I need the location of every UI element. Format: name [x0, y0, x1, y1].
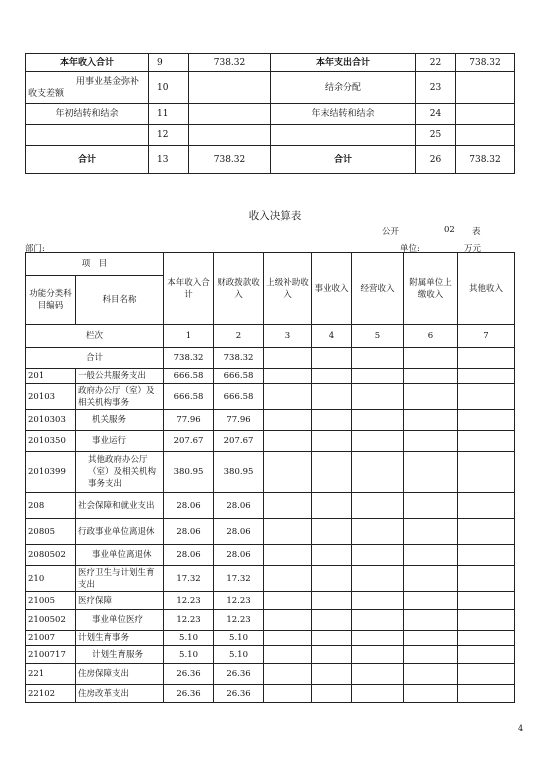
row-col-2: 26.36: [214, 664, 264, 685]
row-col-6: [404, 566, 458, 592]
row-col-4: [312, 545, 352, 566]
summary-row: [26, 72, 515, 104]
row-col-7: [458, 664, 515, 685]
row-name: 事业单位医疗: [76, 610, 164, 631]
row-col-1: 5.10: [164, 631, 214, 646]
row-col-5: [352, 452, 404, 493]
summary-right-line: 23: [416, 72, 456, 104]
row-col-6: [404, 631, 458, 646]
row-col-5: [352, 384, 404, 410]
row-col-1: 26.36: [164, 685, 214, 703]
table-row: [26, 685, 515, 703]
row-name: 医疗保障: [76, 592, 164, 610]
row-col-4: [312, 664, 352, 685]
row-col-3: [264, 452, 312, 493]
page-number: 4: [518, 724, 524, 733]
row-code: 2100717: [26, 646, 76, 664]
table-row: [26, 566, 515, 592]
summary-left-line: 10: [149, 72, 189, 104]
col-num-5: 5: [352, 325, 404, 348]
summary-left-value: 738.32: [189, 54, 271, 72]
row-col-6: [404, 384, 458, 410]
row-col-5: [352, 410, 404, 431]
total-col-3: [264, 348, 312, 369]
row-col-1: 12.23: [164, 592, 214, 610]
row-col-1: 28.06: [164, 519, 214, 545]
row-col-7: [458, 519, 515, 545]
department-label: 部门:: [25, 244, 45, 254]
row-col-1: 28.06: [164, 545, 214, 566]
table-row: [26, 410, 515, 431]
report-code-prefix: 公开: [382, 227, 400, 237]
row-name: 机关服务: [76, 410, 164, 431]
row-col-4: [312, 566, 352, 592]
row-col-7: [458, 493, 515, 519]
summary-right-line: 26: [416, 146, 456, 174]
col-header-4: 事业收入: [312, 253, 352, 325]
row-col-1: 12.23: [164, 610, 214, 631]
summary-left-value: [189, 72, 271, 104]
row-col-4: [312, 431, 352, 452]
col-header-7: 其他收入: [458, 253, 515, 325]
row-col-4: [312, 592, 352, 610]
row-code: 221: [26, 664, 76, 685]
table-row: [26, 631, 515, 646]
summary-left-line: 11: [149, 104, 189, 125]
row-col-2: 12.23: [214, 592, 264, 610]
table-row: [26, 664, 515, 685]
table-row: [26, 493, 515, 519]
row-col-2: 380.95: [214, 452, 264, 493]
row-name: 医疗卫生与计划生育支出: [76, 566, 164, 592]
summary-left-label: 用事业基金弥补收支差额: [26, 72, 149, 104]
row-col-2: 207.67: [214, 431, 264, 452]
row-code: 210: [26, 566, 76, 592]
row-name: 政府办公厅（室）及相关机构事务: [76, 384, 164, 410]
summary-left-line: 13: [149, 146, 189, 174]
row-col-1: 5.10: [164, 646, 214, 664]
row-code: 2010303: [26, 410, 76, 431]
row-col-2: 666.58: [214, 369, 264, 384]
income-table: [25, 252, 515, 703]
row-col-4: [312, 610, 352, 631]
total-col-5: [352, 348, 404, 369]
row-col-7: [458, 452, 515, 493]
summary-right-line: 25: [416, 125, 456, 146]
row-code: 20103: [26, 384, 76, 410]
table-row: [26, 610, 515, 631]
col-header-3: 上级补助收入: [264, 253, 312, 325]
col-num-2: 2: [214, 325, 264, 348]
row-col-5: [352, 610, 404, 631]
row-col-6: [404, 646, 458, 664]
row-col-1: 26.36: [164, 664, 214, 685]
row-col-3: [264, 646, 312, 664]
row-col-6: [404, 592, 458, 610]
row-col-5: [352, 566, 404, 592]
summary-row: [26, 54, 515, 72]
summary-right-value: 738.32: [456, 54, 515, 72]
row-col-2: 666.58: [214, 384, 264, 410]
summary-right-value: [456, 104, 515, 125]
total-col-2: 738.32: [214, 348, 264, 369]
row-name: 住房保障支出: [76, 664, 164, 685]
col-num-7: 7: [458, 325, 515, 348]
summary-row: [26, 125, 515, 146]
row-name: 计划生育服务: [76, 646, 164, 664]
row-name: 其他政府办公厅（室）及相关机构事务支出: [76, 452, 164, 493]
row-col-7: [458, 592, 515, 610]
item-header: 项 目: [26, 253, 164, 276]
col-header-5: 经营收入: [352, 253, 404, 325]
row-col-5: [352, 431, 404, 452]
row-col-7: [458, 369, 515, 384]
total-col-1: 738.32: [164, 348, 214, 369]
row-col-2: 5.10: [214, 631, 264, 646]
report-code-number: 02: [444, 225, 455, 235]
row-col-1: 28.06: [164, 493, 214, 519]
summary-left-value: 738.32: [189, 146, 271, 174]
row-name: 住房改革支出: [76, 685, 164, 703]
row-col-6: [404, 519, 458, 545]
row-col-5: [352, 685, 404, 703]
row-col-5: [352, 646, 404, 664]
col-num-3: 3: [264, 325, 312, 348]
row-col-6: [404, 685, 458, 703]
row-col-7: [458, 610, 515, 631]
summary-row: [26, 104, 515, 125]
summary-left-label: 年初结转和结余: [26, 104, 149, 125]
row-col-7: [458, 384, 515, 410]
summary-left-line: 9: [149, 54, 189, 72]
row-col-2: 28.06: [214, 519, 264, 545]
row-col-7: [458, 631, 515, 646]
row-code: 2010399: [26, 452, 76, 493]
row-col-4: [312, 384, 352, 410]
row-col-3: [264, 664, 312, 685]
row-name: 行政事业单位离退休: [76, 519, 164, 545]
row-col-7: [458, 685, 515, 703]
row-col-3: [264, 566, 312, 592]
report-code-suffix: 表: [472, 227, 481, 237]
table-row: [26, 646, 515, 664]
row-code: 21007: [26, 631, 76, 646]
summary-table: [25, 53, 515, 174]
row-col-5: [352, 519, 404, 545]
row-col-5: [352, 631, 404, 646]
row-col-6: [404, 664, 458, 685]
row-col-3: [264, 410, 312, 431]
summary-row: [26, 146, 515, 174]
row-col-4: [312, 410, 352, 431]
row-name: 事业单位离退休: [76, 545, 164, 566]
row-col-2: 17.32: [214, 566, 264, 592]
summary-right-label: 结余分配: [271, 72, 416, 104]
row-name: 计划生育事务: [76, 631, 164, 646]
row-col-4: [312, 685, 352, 703]
summary-right-label: 年末结转和结余: [271, 104, 416, 125]
row-col-1: 666.58: [164, 369, 214, 384]
row-col-1: 207.67: [164, 431, 214, 452]
summary-left-label: 合计: [26, 146, 149, 174]
row-col-6: [404, 431, 458, 452]
table-row: [26, 592, 515, 610]
row-col-3: [264, 384, 312, 410]
summary-left-value: [189, 125, 271, 146]
summary-left-label: [26, 125, 149, 146]
row-col-3: [264, 519, 312, 545]
row-col-2: 77.96: [214, 410, 264, 431]
row-col-6: [404, 610, 458, 631]
row-col-5: [352, 369, 404, 384]
row-col-7: [458, 646, 515, 664]
row-col-7: [458, 566, 515, 592]
row-col-1: 380.95: [164, 452, 214, 493]
table-row: [26, 452, 515, 493]
unit-label: 单位:: [400, 244, 420, 254]
row-code: 20805: [26, 519, 76, 545]
row-col-6: [404, 452, 458, 493]
summary-left-value: [189, 104, 271, 125]
row-col-7: [458, 410, 515, 431]
row-col-4: [312, 519, 352, 545]
row-col-6: [404, 545, 458, 566]
col-header-2: 财政拨款收入: [214, 253, 264, 325]
row-col-3: [264, 431, 312, 452]
row-col-4: [312, 646, 352, 664]
row-col-2: 28.06: [214, 493, 264, 519]
name-header: 科目名称: [76, 276, 164, 325]
summary-right-value: [456, 72, 515, 104]
table-row: [26, 545, 515, 566]
row-name: 社会保障和就业支出: [76, 493, 164, 519]
summary-right-value: [456, 125, 515, 146]
row-col-1: 666.58: [164, 384, 214, 410]
summary-left-label: 本年收入合计: [26, 54, 149, 72]
row-col-6: [404, 369, 458, 384]
row-code: 2100502: [26, 610, 76, 631]
row-col-3: [264, 592, 312, 610]
summary-right-value: 738.32: [456, 146, 515, 174]
row-col-2: 26.36: [214, 685, 264, 703]
row-col-6: [404, 410, 458, 431]
row-col-2: 12.23: [214, 610, 264, 631]
row-col-5: [352, 664, 404, 685]
row-name: 事业运行: [76, 431, 164, 452]
table-row: [26, 384, 515, 410]
summary-right-line: 22: [416, 54, 456, 72]
row-code: 2010350: [26, 431, 76, 452]
row-code: 2080502: [26, 545, 76, 566]
row-col-3: [264, 685, 312, 703]
row-name: 一般公共服务支出: [76, 369, 164, 384]
summary-right-label: 合计: [271, 146, 416, 174]
row-col-5: [352, 545, 404, 566]
row-code: 208: [26, 493, 76, 519]
total-label: 合计: [26, 348, 164, 369]
code-header: 功能分类科目编码: [26, 276, 76, 325]
row-code: 22102: [26, 685, 76, 703]
row-col-5: [352, 493, 404, 519]
lanci-label: 栏次: [26, 325, 164, 348]
total-col-7: [458, 348, 515, 369]
row-col-3: [264, 369, 312, 384]
row-col-6: [404, 493, 458, 519]
total-col-6: [404, 348, 458, 369]
table-row: [26, 369, 515, 384]
row-col-1: 17.32: [164, 566, 214, 592]
row-col-4: [312, 452, 352, 493]
row-code: 201: [26, 369, 76, 384]
row-col-3: [264, 631, 312, 646]
row-col-2: 28.06: [214, 545, 264, 566]
table-row: [26, 431, 515, 452]
total-col-4: [312, 348, 352, 369]
col-header-1: 本年收入合计: [164, 253, 214, 325]
row-col-1: 77.96: [164, 410, 214, 431]
table-row: [26, 519, 515, 545]
row-col-3: [264, 610, 312, 631]
row-col-3: [264, 545, 312, 566]
summary-right-label: [271, 125, 416, 146]
col-num-1: 1: [164, 325, 214, 348]
row-col-3: [264, 493, 312, 519]
row-col-7: [458, 545, 515, 566]
row-col-7: [458, 431, 515, 452]
summary-right-label: 本年支出合计: [271, 54, 416, 72]
col-header-6: 附属单位上缴收入: [404, 253, 458, 325]
row-code: 21005: [26, 592, 76, 610]
col-num-6: 6: [404, 325, 458, 348]
row-col-4: [312, 631, 352, 646]
row-col-2: 5.10: [214, 646, 264, 664]
unit-value: 万元: [464, 244, 482, 254]
row-col-5: [352, 592, 404, 610]
summary-left-line: 12: [149, 125, 189, 146]
row-col-4: [312, 369, 352, 384]
summary-right-line: 24: [416, 104, 456, 125]
report-title: 收入决算表: [248, 210, 302, 222]
row-col-4: [312, 493, 352, 519]
col-num-4: 4: [312, 325, 352, 348]
